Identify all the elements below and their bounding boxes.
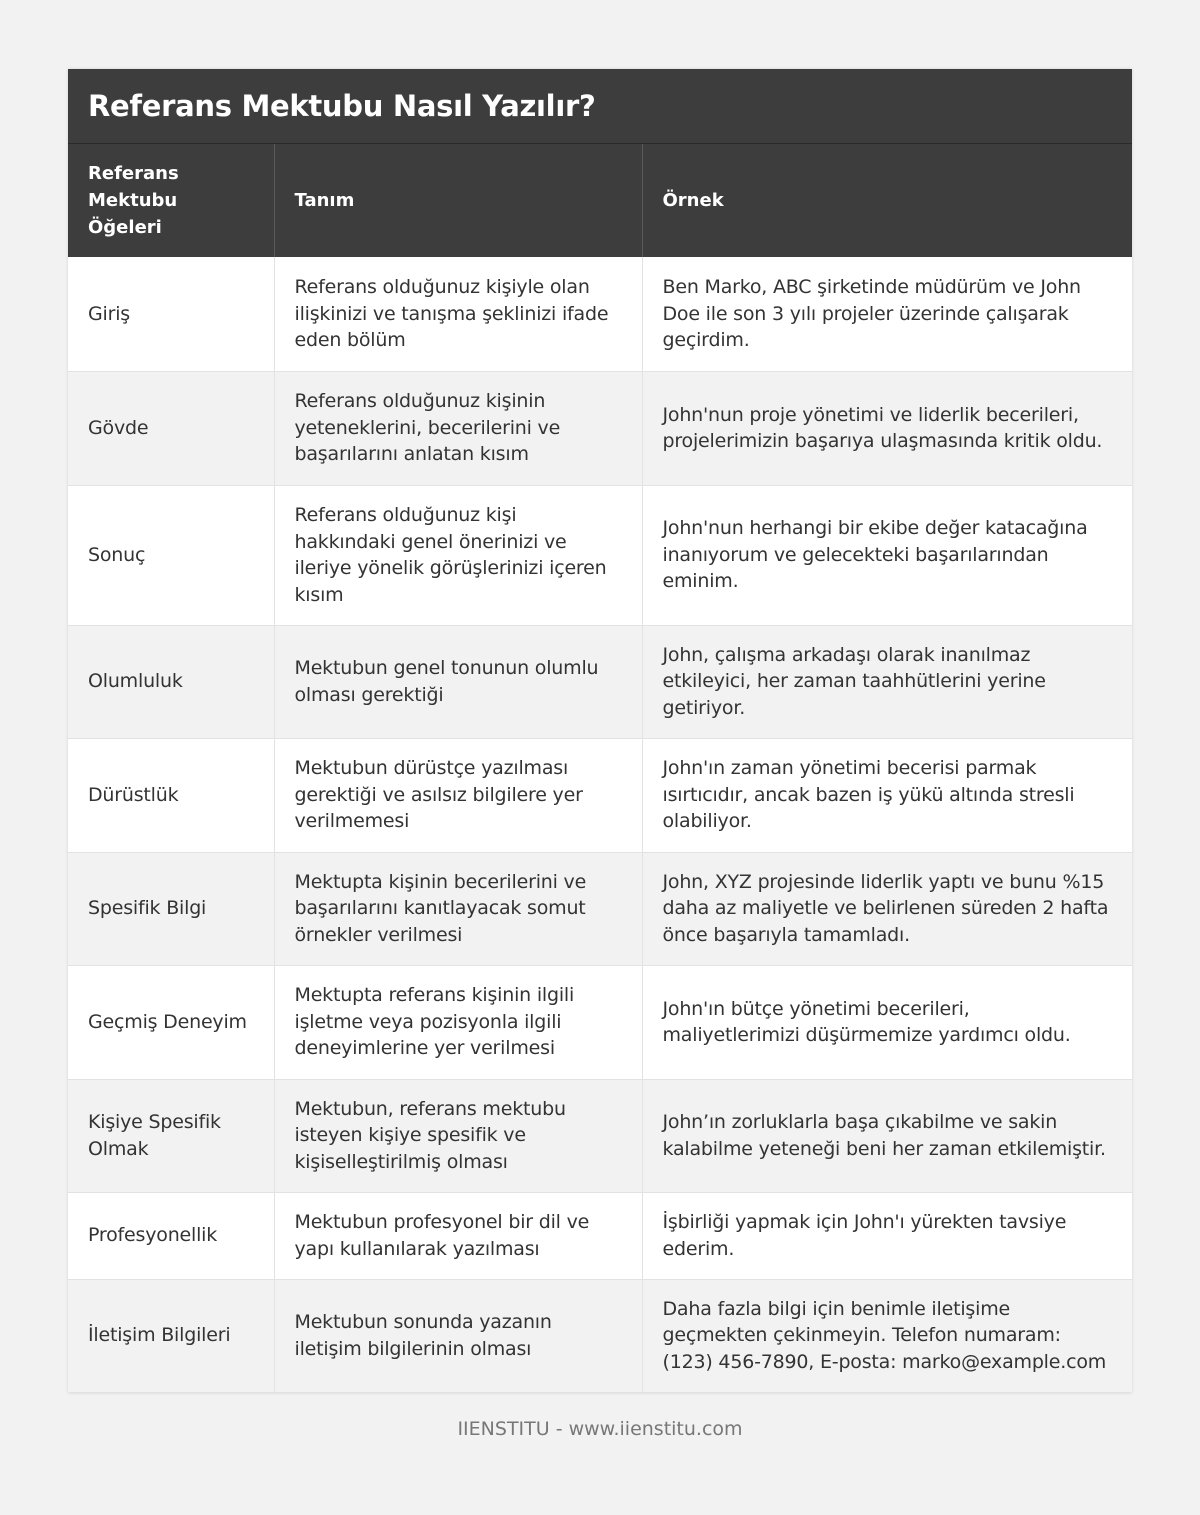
element-cell: Dürüstlük — [68, 738, 274, 852]
table-row — [68, 257, 1132, 371]
table-row — [68, 852, 1132, 965]
definition-cell: Referans olduğunuz kişi hakkındaki genel önerinizi ve ileriye yönelik görüşlerinizi içeren kısım — [274, 485, 642, 625]
title-bar — [68, 69, 1132, 144]
table-row — [68, 1079, 1132, 1192]
reference-letter-card — [68, 69, 1132, 1393]
definition-cell: Mektubun genel tonunun olumlu olması gerektiği — [274, 625, 642, 738]
table-row — [68, 485, 1132, 625]
element-cell: İletişim Bilgileri — [68, 1279, 274, 1392]
element-cell: Giriş — [68, 257, 274, 371]
example-cell: John'nun proje yönetimi ve liderlik becerileri, projelerimizin başarıya ulaşmasında kritik oldu. — [642, 371, 1132, 485]
definition-cell: Mektubun dürüstçe yazılması gerektiği ve asılsız bilgilere yer verilmemesi — [274, 738, 642, 852]
table-row — [68, 1192, 1132, 1279]
table-row — [68, 625, 1132, 738]
element-cell: Olumluluk — [68, 625, 274, 738]
definition-cell: Mektubun profesyonel bir dil ve yapı kullanılarak yazılması — [274, 1192, 642, 1279]
table-row — [68, 738, 1132, 852]
example-cell: John'nun herhangi bir ekibe değer katacağına inanıyorum ve gelecekteki başarılarından eminim. — [642, 485, 1132, 625]
definition-cell: Mektubun sonunda yazanın iletişim bilgilerinin olması — [274, 1279, 642, 1392]
element-cell: Geçmiş Deneyim — [68, 965, 274, 1079]
element-cell: Gövde — [68, 371, 274, 485]
definition-cell: Referans olduğunuz kişinin yeteneklerini, becerilerini ve başarılarını anlatan kısım — [274, 371, 642, 485]
page-title: Referans Mektubu Nasıl Yazılır? — [88, 89, 596, 123]
example-cell: İşbirliği yapmak için John'ı yürekten tavsiye ederim. — [642, 1192, 1132, 1279]
element-cell: Kişiye Spesifik Olmak — [68, 1079, 274, 1192]
definition-cell: Referans olduğunuz kişiyle olan ilişkinizi ve tanışma şeklinizi ifade eden bölüm — [274, 257, 642, 371]
reference-table — [68, 144, 1132, 1393]
column-header-example: Örnek — [642, 144, 1132, 257]
example-cell: Ben Marko, ABC şirketinde müdürüm ve John Doe ile son 3 yılı projeler üzerinde çalışarak geçirdim. — [642, 257, 1132, 371]
example-cell: Daha fazla bilgi için benimle iletişime geçmekten çekinmeyin. Telefon numaram: (123) 456-7890, E-posta: marko@example.com — [642, 1279, 1132, 1392]
column-header-definition: Tanım — [274, 144, 642, 257]
table-row — [68, 965, 1132, 1079]
element-cell: Spesifik Bilgi — [68, 852, 274, 965]
table-row — [68, 1279, 1132, 1392]
footer-credit: IIENSTITU - www.iienstitu.com — [457, 1418, 743, 1440]
definition-cell: Mektubun, referans mektubu isteyen kişiye spesifik ve kişiselleştirilmiş olması — [274, 1079, 642, 1192]
table-row — [68, 371, 1132, 485]
column-header-elements: Referans Mektubu Öğeleri — [68, 144, 274, 257]
example-cell: John, çalışma arkadaşı olarak inanılmaz etkileyici, her zaman taahhütlerini yerine getiriyor. — [642, 625, 1132, 738]
example-cell: John’ın zorluklarla başa çıkabilme ve sakin kalabilme yeteneği beni her zaman etkilemiştir. — [642, 1079, 1132, 1192]
element-cell: Sonuç — [68, 485, 274, 625]
example-cell: John, XYZ projesinde liderlik yaptı ve bunu %15 daha az maliyetle ve belirlenen süreden 2 hafta önce başarıyla tamamladı. — [642, 852, 1132, 965]
element-cell: Profesyonellik — [68, 1192, 274, 1279]
definition-cell: Mektupta referans kişinin ilgili işletme veya pozisyonla ilgili deneyimlerine yer verilmesi — [274, 965, 642, 1079]
definition-cell: Mektupta kişinin becerilerini ve başarılarını kanıtlayacak somut örnekler verilmesi — [274, 852, 642, 965]
example-cell: John'ın zaman yönetimi becerisi parmak ısırtıcıdır, ancak bazen iş yükü altında stresli olabiliyor. — [642, 738, 1132, 852]
table-header-row — [68, 144, 1132, 257]
example-cell: John'ın bütçe yönetimi becerileri, maliyetlerimizi düşürmemize yardımcı oldu. — [642, 965, 1132, 1079]
